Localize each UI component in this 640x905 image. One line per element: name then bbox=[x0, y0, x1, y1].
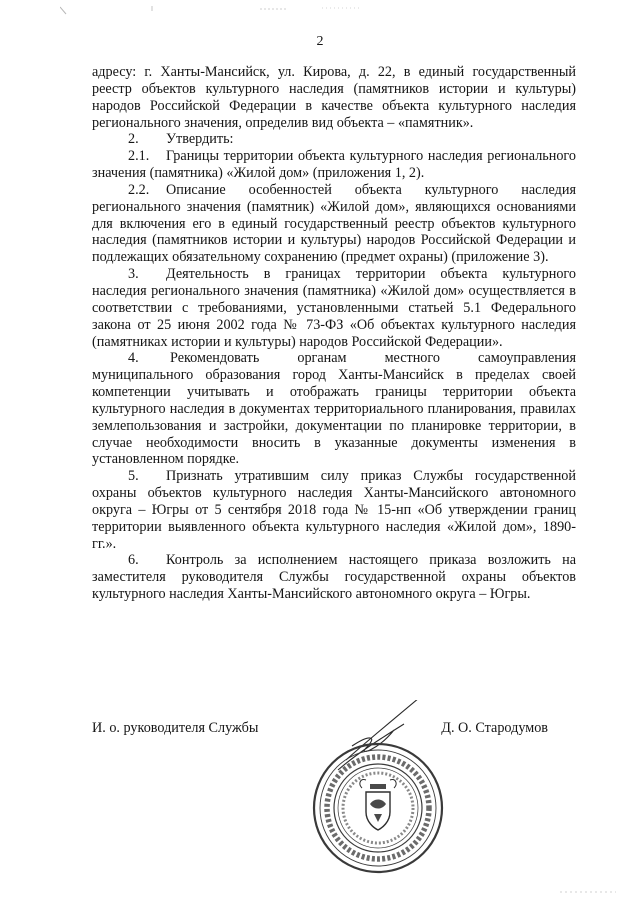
signatory-position: И. о. руководителя Службы bbox=[92, 720, 259, 736]
paragraph-text: Утвердить: bbox=[166, 131, 234, 148]
paragraph-number: 3. bbox=[128, 266, 139, 283]
official-seal-stamp bbox=[308, 700, 448, 880]
paragraph-text: Описание особенностей объекта культурного наследия регионального значения (памятник) «Жилой дом», являющихся основаниями для включения его в единый государственный реестр объектов культурного наследия (памятников истории и культуры) народов Российской Федерации и подлежащих обязательному сохранению (предмет охраны) (приложение 3). bbox=[92, 181, 576, 266]
paragraph-text: адресу: г. Ханты-Мансийск, ул. Кирова, д. 22, в единый государственный реестр объектов культурного наследия (памятников истории и культуры) народов Российской Федерации в качестве объекта культурного наследия регионального значения, определив вид объекта – «памятник». bbox=[92, 64, 576, 131]
scan-artifact bbox=[560, 888, 620, 896]
paragraph-item-3 bbox=[92, 266, 576, 350]
paragraph-number: 4. bbox=[128, 350, 139, 367]
paragraph-number: 2.1. bbox=[128, 148, 150, 165]
scan-artifact bbox=[60, 4, 480, 18]
paragraph-continuation bbox=[92, 64, 576, 131]
paragraph-text: Признать утратившим силу приказ Службы государственной охраны объектов культурного наследия Ханты-Мансийского автономного округа – Югры от 5 сентября 2018 года № 15-нп «Об утверждении границ территории выявленного объекта культурного наследия «Жилой дом», 1890-гг.». bbox=[92, 468, 576, 552]
paragraph-number: 2.2. bbox=[128, 181, 150, 198]
paragraph-item-5 bbox=[92, 468, 576, 552]
paragraph-item-2-2 bbox=[92, 182, 576, 266]
coat-of-arms-icon bbox=[366, 792, 390, 830]
paragraph-text: Деятельность в границах территории объекта культурного наследия регионального значения (памятника) «Жилой дом» осуществляется в соответствии с требованиями, установленными статьей 5.1 Федерального закона от 25 июня 2002 года № 73-ФЗ «Об объектах культурного наследия (памятниках истории и культуры) народов Российской Федерации». bbox=[92, 266, 576, 350]
signatory-name: Д. О. Стародумов bbox=[441, 720, 548, 736]
paragraph-text: Границы территории объекта культурного наследия регионального значения (памятника) «Жилой дом» (приложения 1, 2). bbox=[92, 148, 576, 182]
paragraph-item-2 bbox=[92, 131, 576, 148]
page-number: 2 bbox=[316, 34, 324, 49]
paragraph-item-4 bbox=[92, 350, 576, 468]
paragraph-text: Контроль за исполнением настоящего приказа возложить на заместителя руководителя Службы государственной охраны объектов культурного наследия Ханты-Мансийского автономного округа – Югры. bbox=[92, 552, 576, 603]
document-body bbox=[92, 64, 576, 603]
paragraph-number: 6. bbox=[128, 552, 139, 569]
paragraph-item-6 bbox=[92, 552, 576, 603]
paragraph-number: 2. bbox=[128, 131, 139, 148]
paragraph-number: 5. bbox=[128, 468, 139, 485]
paragraph-item-2-1 bbox=[92, 148, 576, 182]
paragraph-text: Рекомендовать органам местного самоуправления муниципального образования город Ханты-Мансийск в пределах своей компетенции учитывать и отображать границы территории объекта культурного наследия в документах территориального планирования, правилах землепользования и застройки, документации по планировке территории, в случае необходимости вносить в указанные документы изменения в установленном порядке. bbox=[92, 350, 576, 468]
